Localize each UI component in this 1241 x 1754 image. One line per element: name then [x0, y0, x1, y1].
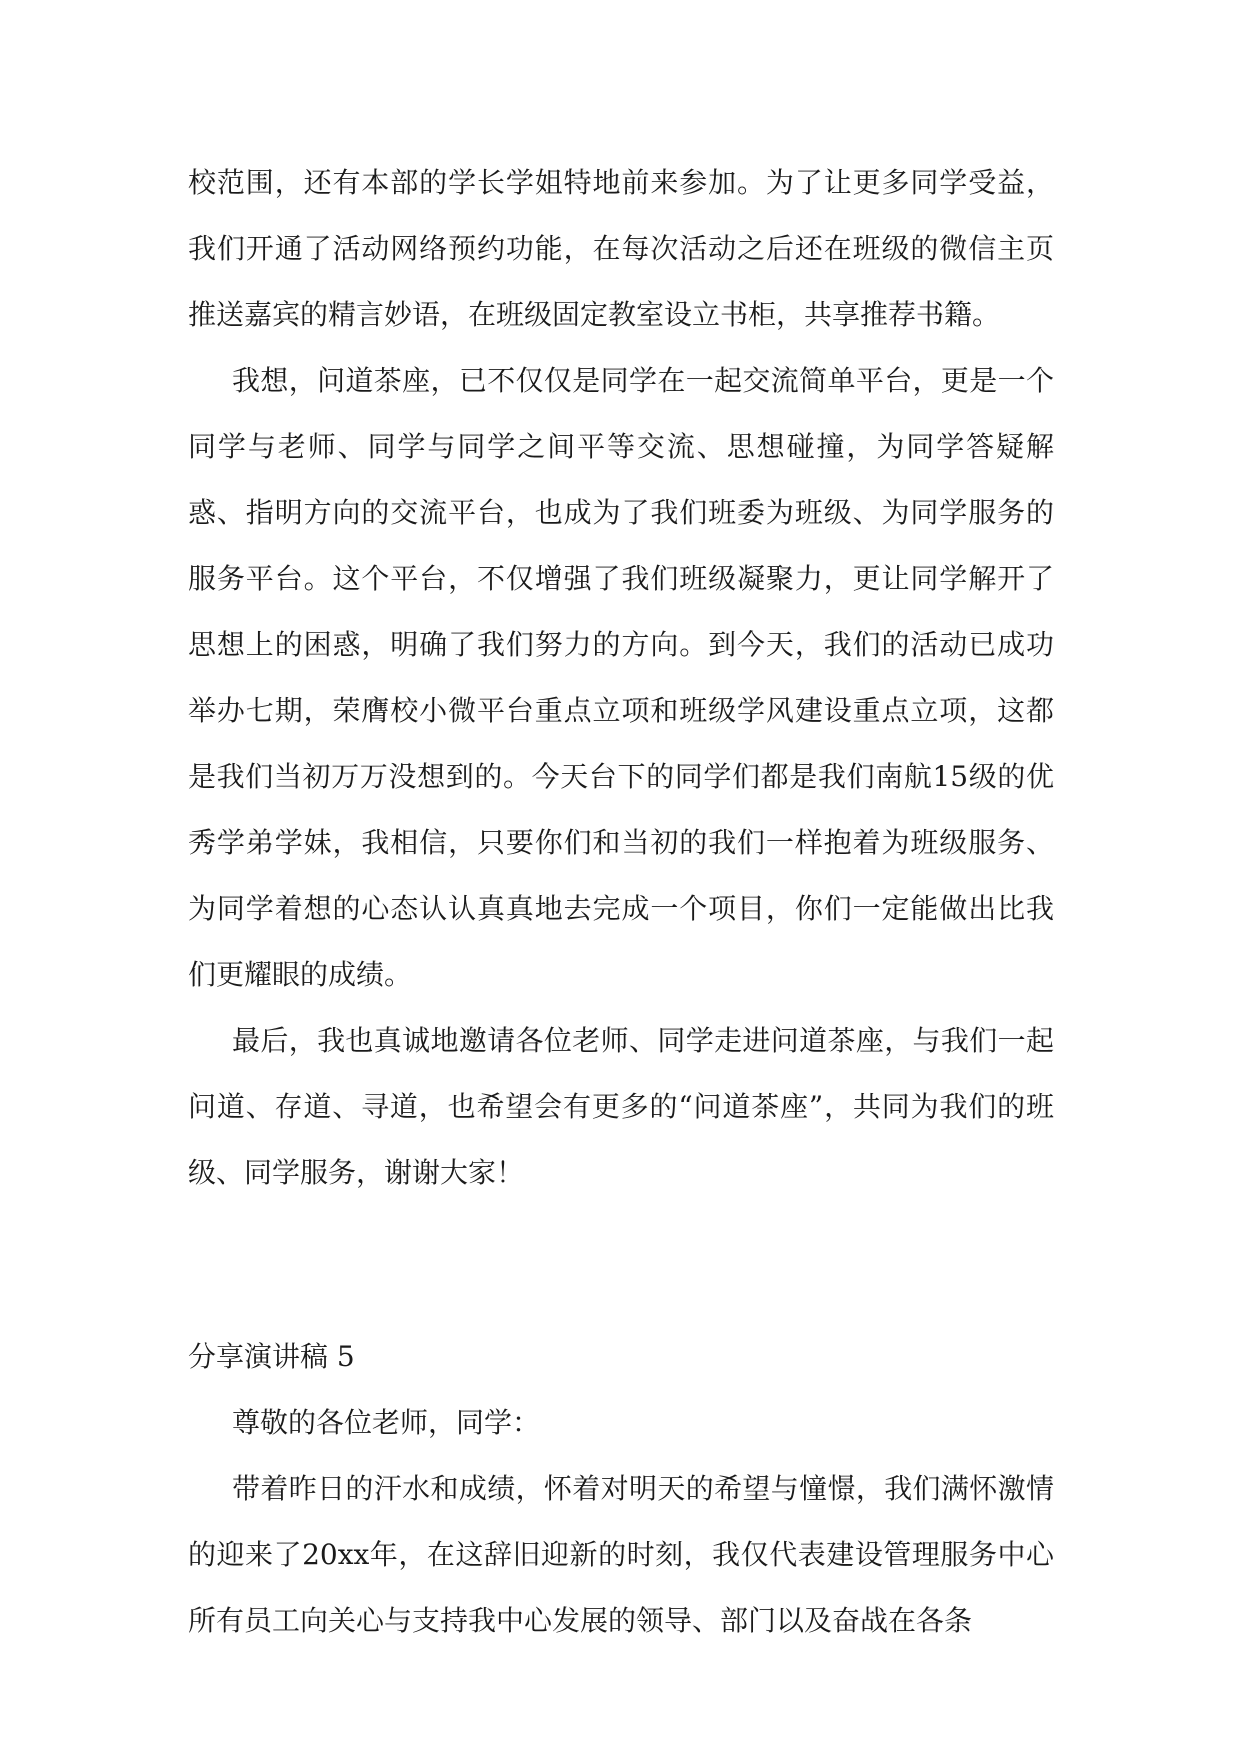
paragraph-salutation: 尊敬的各位老师，同学：: [232, 1406, 541, 1439]
paragraph-closing-invitation: 最后，我也真诚地邀请各位老师、同学走进问道茶座，与我们一起问道、存道、寻道，也希望会有更多的“问道茶座”，共同为我们的班级、同学服务，谢谢大家！: [188, 1024, 1054, 1189]
paragraph-new-year-opening: 带着昨日的汗水和成绩，怀着对明天的希望与憧憬，我们满怀激情的迎来了20xx年，在这辞旧迎新的时刻，我仅代表建设管理服务中心所有员工向关心与支持我中心发展的领导、部门以及奋战在各条: [188, 1472, 1054, 1637]
paragraph-continuation: 校范围，还有本部的学长学姐特地前来参加。为了让更多同学受益，我们开通了活动网络预约功能，在每次活动之后还在班级的微信主页推送嘉宾的精言妙语，在班级固定教室设立书柜，共享推荐书籍。: [188, 166, 1054, 331]
paragraph-wendao-platform: 我想，问道茶座，已不仅仅是同学在一起交流简单平台，更是一个同学与老师、同学与同学之间平等交流、思想碰撞，为同学答疑解惑、指明方向的交流平台，也成为了我们班委为班级、为同学服务的服务平台。这个平台，不仅增强了我们班级凝聚力，更让同学解开了思想上的困惑，明确了我们努力的方向。到今天，我们的活动已成功举办七期，荣膺校小微平台重点立项和班级学风建设重点立项，这都是我们当初万万没想到的。今天台下的同学们都是我们南航15级的优秀学弟学妹，我相信，只要你们和当初的我们一样抱着为班级服务、为同学着想的心态认认真真地去完成一个项目，你们一定能做出比我们更耀眼的成绩。: [188, 364, 1054, 991]
document-body: [188, 150, 1054, 1654]
section-title: 分享演讲稿 5: [188, 1340, 355, 1373]
